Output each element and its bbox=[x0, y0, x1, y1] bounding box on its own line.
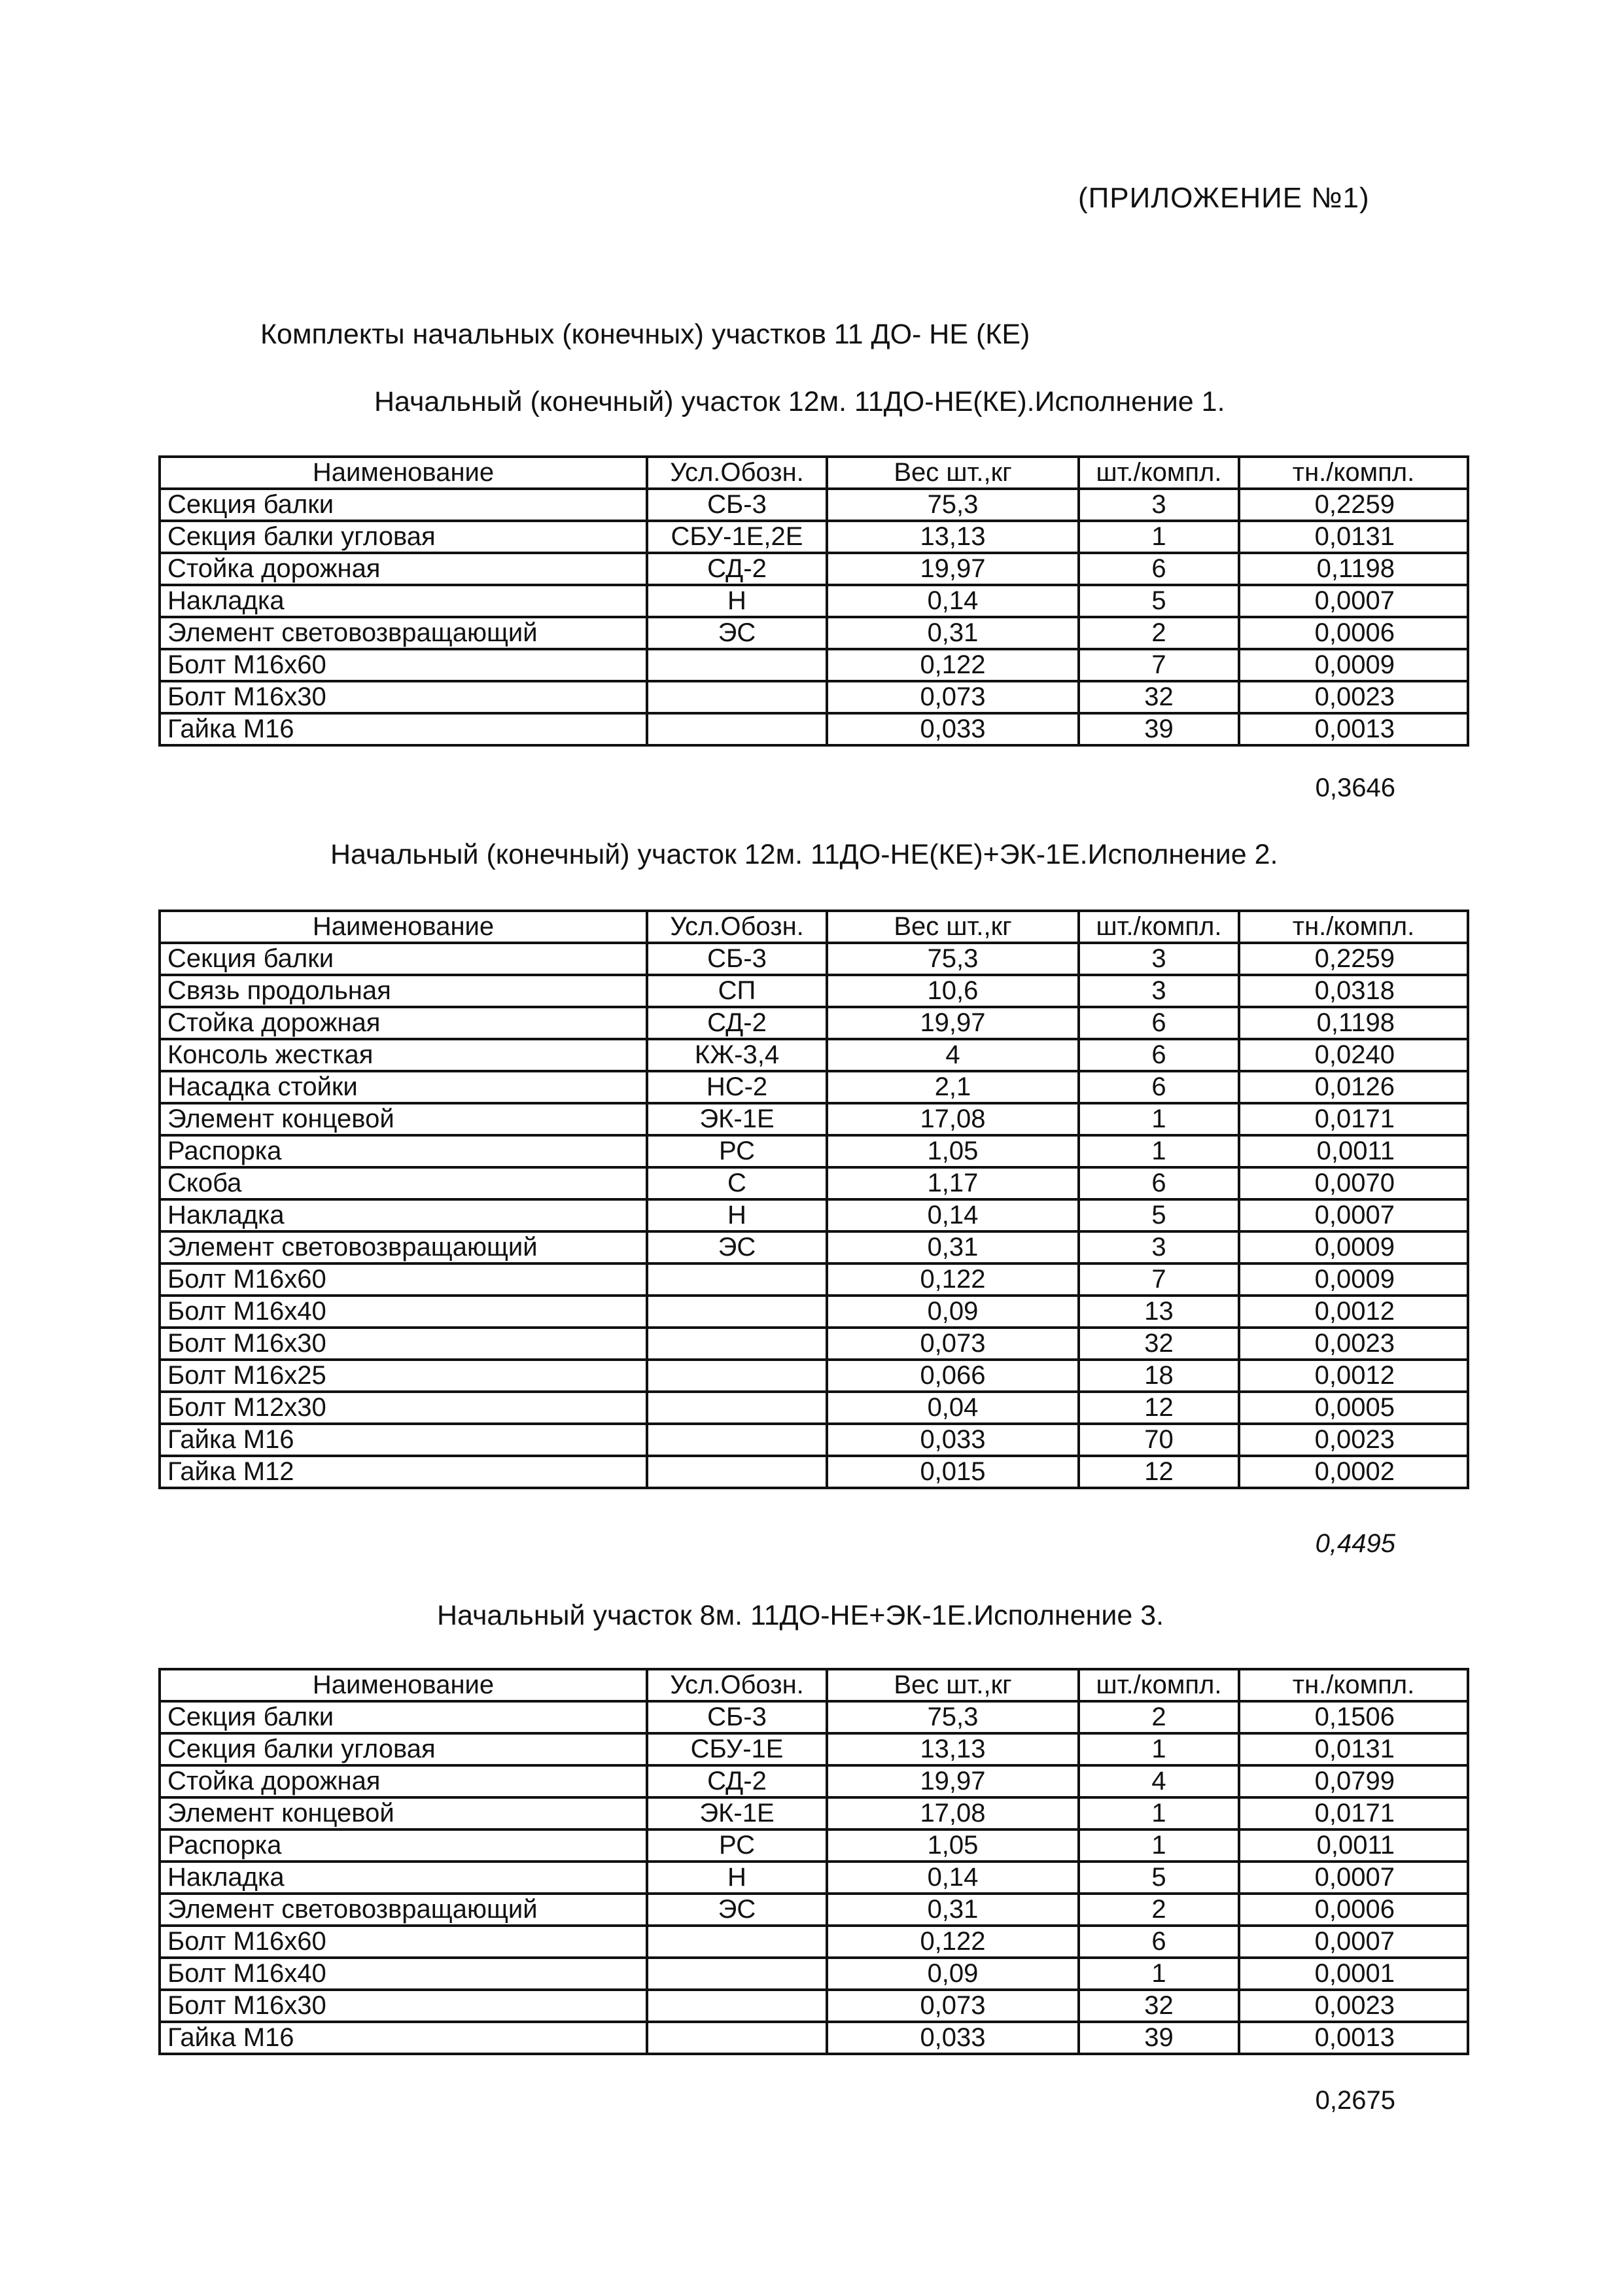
table-row bbox=[160, 943, 1468, 975]
cell-weight: 0,04 bbox=[827, 1392, 1079, 1424]
cell-name: Болт М16х30 bbox=[160, 1328, 647, 1360]
table-row bbox=[160, 553, 1468, 585]
cell-tons: 0,0126 bbox=[1239, 1071, 1468, 1103]
cell-code: С bbox=[647, 1167, 827, 1199]
cell-name: Накладка bbox=[160, 1862, 647, 1894]
cell-code: ЭС bbox=[647, 1231, 827, 1263]
cell-qty: 5 bbox=[1079, 1199, 1239, 1231]
cell-qty: 32 bbox=[1079, 1990, 1239, 2022]
header-tons: тн./компл. bbox=[1239, 457, 1468, 489]
cell-name: Болт М16х30 bbox=[160, 1990, 647, 2022]
header-qty: шт./компл. bbox=[1079, 1669, 1239, 1701]
cell-qty: 3 bbox=[1079, 489, 1239, 521]
cell-tons: 0,0009 bbox=[1239, 1263, 1468, 1296]
cell-tons: 0,0318 bbox=[1239, 975, 1468, 1007]
table-row bbox=[160, 681, 1468, 713]
table-row bbox=[160, 1135, 1468, 1167]
cell-code: Н bbox=[647, 585, 827, 617]
cell-qty: 1 bbox=[1079, 1135, 1239, 1167]
cell-code bbox=[647, 1328, 827, 1360]
cell-name: Элемент концевой bbox=[160, 1103, 647, 1135]
cell-weight: 0,015 bbox=[827, 1456, 1079, 1488]
cell-code: Н bbox=[647, 1199, 827, 1231]
cell-tons: 0,0011 bbox=[1239, 1135, 1468, 1167]
cell-tons: 0,0001 bbox=[1239, 1958, 1468, 1990]
cell-qty: 1 bbox=[1079, 1733, 1239, 1765]
cell-weight: 0,073 bbox=[827, 681, 1079, 713]
table-row bbox=[160, 1456, 1468, 1488]
cell-weight: 13,13 bbox=[827, 521, 1079, 553]
cell-code: СБУ-1Е,2Е bbox=[647, 521, 827, 553]
cell-weight: 17,08 bbox=[827, 1103, 1079, 1135]
header-weight: Вес шт.,кг bbox=[827, 1669, 1079, 1701]
cell-qty: 6 bbox=[1079, 1007, 1239, 1039]
cell-qty: 2 bbox=[1079, 1701, 1239, 1733]
cell-code: ЭС bbox=[647, 1894, 827, 1926]
cell-qty: 12 bbox=[1079, 1392, 1239, 1424]
cell-weight: 75,3 bbox=[827, 943, 1079, 975]
cell-name: Секция балки угловая bbox=[160, 1733, 647, 1765]
table-row bbox=[160, 1958, 1468, 1990]
cell-tons: 0,0023 bbox=[1239, 681, 1468, 713]
cell-name: Насадка стойки bbox=[160, 1071, 647, 1103]
cell-weight: 1,05 bbox=[827, 1135, 1079, 1167]
cell-name: Болт М12х30 bbox=[160, 1392, 647, 1424]
cell-weight: 19,97 bbox=[827, 1765, 1079, 1797]
cell-qty: 2 bbox=[1079, 1894, 1239, 1926]
cell-code bbox=[647, 649, 827, 681]
cell-name: Элемент световозвращающий bbox=[160, 1894, 647, 1926]
cell-code bbox=[647, 1424, 827, 1456]
cell-weight: 0,09 bbox=[827, 1296, 1079, 1328]
table-header-row bbox=[160, 911, 1468, 943]
section-1-title: Начальный (конечный) участок 12м. 11ДО-НЕ(КЕ).Исполнение 1. bbox=[374, 386, 1225, 417]
cell-qty: 1 bbox=[1079, 1103, 1239, 1135]
cell-tons: 0,0012 bbox=[1239, 1360, 1468, 1392]
section-1-table bbox=[158, 455, 1469, 747]
cell-tons: 0,1198 bbox=[1239, 1007, 1468, 1039]
cell-name: Скоба bbox=[160, 1167, 647, 1199]
cell-weight: 0,14 bbox=[827, 585, 1079, 617]
cell-tons: 0,0007 bbox=[1239, 585, 1468, 617]
cell-name: Болт М16х60 bbox=[160, 1263, 647, 1296]
cell-tons: 0,0013 bbox=[1239, 2022, 1468, 2054]
cell-weight: 0,122 bbox=[827, 649, 1079, 681]
cell-name: Гайка М16 bbox=[160, 713, 647, 745]
cell-tons: 0,0011 bbox=[1239, 1829, 1468, 1862]
table-row bbox=[160, 1167, 1468, 1199]
cell-name: Секция балки bbox=[160, 489, 647, 521]
cell-weight: 17,08 bbox=[827, 1797, 1079, 1829]
cell-weight: 0,122 bbox=[827, 1926, 1079, 1958]
cell-weight: 0,066 bbox=[827, 1360, 1079, 1392]
table-row bbox=[160, 1360, 1468, 1392]
cell-name: Болт М16х40 bbox=[160, 1296, 647, 1328]
cell-code: СП bbox=[647, 975, 827, 1007]
cell-name: Болт М16х25 bbox=[160, 1360, 647, 1392]
table-row bbox=[160, 649, 1468, 681]
cell-tons: 0,0005 bbox=[1239, 1392, 1468, 1424]
cell-qty: 5 bbox=[1079, 585, 1239, 617]
header-name: Наименование bbox=[160, 911, 647, 943]
table-row bbox=[160, 1797, 1468, 1829]
table-row bbox=[160, 1039, 1468, 1071]
cell-weight: 1,17 bbox=[827, 1167, 1079, 1199]
cell-code: СД-2 bbox=[647, 1007, 827, 1039]
cell-code: СБУ-1Е bbox=[647, 1733, 827, 1765]
cell-code bbox=[647, 1263, 827, 1296]
cell-weight: 19,97 bbox=[827, 1007, 1079, 1039]
section-3-table bbox=[158, 1668, 1469, 2055]
table-row bbox=[160, 1990, 1468, 2022]
cell-name: Элемент концевой bbox=[160, 1797, 647, 1829]
cell-name: Секция балки bbox=[160, 943, 647, 975]
table-row bbox=[160, 1071, 1468, 1103]
cell-qty: 18 bbox=[1079, 1360, 1239, 1392]
cell-name: Связь продольная bbox=[160, 975, 647, 1007]
cell-qty: 3 bbox=[1079, 1231, 1239, 1263]
cell-qty: 5 bbox=[1079, 1862, 1239, 1894]
cell-tons: 0,2259 bbox=[1239, 943, 1468, 975]
cell-code: СБ-3 bbox=[647, 489, 827, 521]
table-row bbox=[160, 489, 1468, 521]
cell-tons: 0,0023 bbox=[1239, 1990, 1468, 2022]
cell-weight: 0,31 bbox=[827, 1894, 1079, 1926]
cell-qty: 1 bbox=[1079, 521, 1239, 553]
cell-code: ЭК-1Е bbox=[647, 1103, 827, 1135]
header-code: Усл.Обозн. bbox=[647, 457, 827, 489]
cell-qty: 6 bbox=[1079, 553, 1239, 585]
section-2-rows bbox=[160, 943, 1468, 1488]
cell-code: ЭС bbox=[647, 617, 827, 649]
cell-tons: 0,0006 bbox=[1239, 617, 1468, 649]
cell-qty: 4 bbox=[1079, 1765, 1239, 1797]
table-row bbox=[160, 1424, 1468, 1456]
cell-weight: 0,122 bbox=[827, 1263, 1079, 1296]
table-header-row bbox=[160, 1669, 1468, 1701]
cell-qty: 32 bbox=[1079, 681, 1239, 713]
table-row bbox=[160, 1199, 1468, 1231]
cell-tons: 0,0799 bbox=[1239, 1765, 1468, 1797]
cell-weight: 0,14 bbox=[827, 1199, 1079, 1231]
cell-qty: 12 bbox=[1079, 1456, 1239, 1488]
cell-weight: 0,31 bbox=[827, 1231, 1079, 1263]
cell-code bbox=[647, 681, 827, 713]
table-row bbox=[160, 713, 1468, 745]
table-row bbox=[160, 1701, 1468, 1733]
cell-qty: 7 bbox=[1079, 1263, 1239, 1296]
cell-name: Болт М16х40 bbox=[160, 1958, 647, 1990]
section-1-rows bbox=[160, 489, 1468, 745]
table-row bbox=[160, 1894, 1468, 1926]
cell-tons: 0,0023 bbox=[1239, 1328, 1468, 1360]
cell-qty: 6 bbox=[1079, 1167, 1239, 1199]
cell-qty: 1 bbox=[1079, 1829, 1239, 1862]
cell-code: СД-2 bbox=[647, 553, 827, 585]
cell-tons: 0,1506 bbox=[1239, 1701, 1468, 1733]
cell-name: Секция балки угловая bbox=[160, 521, 647, 553]
cell-qty: 6 bbox=[1079, 1926, 1239, 1958]
cell-weight: 13,13 bbox=[827, 1733, 1079, 1765]
cell-code bbox=[647, 1990, 827, 2022]
cell-name: Секция балки bbox=[160, 1701, 647, 1733]
cell-code: Н bbox=[647, 1862, 827, 1894]
header-name: Наименование bbox=[160, 1669, 647, 1701]
header-weight: Вес шт.,кг bbox=[827, 911, 1079, 943]
cell-tons: 0,0012 bbox=[1239, 1296, 1468, 1328]
table-row bbox=[160, 1733, 1468, 1765]
cell-tons: 0,0009 bbox=[1239, 649, 1468, 681]
cell-name: Гайка М16 bbox=[160, 2022, 647, 2054]
table-row bbox=[160, 1007, 1468, 1039]
cell-code bbox=[647, 1958, 827, 1990]
table-row bbox=[160, 1328, 1468, 1360]
cell-tons: 0,0007 bbox=[1239, 1862, 1468, 1894]
header-weight: Вес шт.,кг bbox=[827, 457, 1079, 489]
cell-weight: 0,033 bbox=[827, 713, 1079, 745]
cell-weight: 75,3 bbox=[827, 1701, 1079, 1733]
cell-qty: 3 bbox=[1079, 943, 1239, 975]
cell-weight: 2,1 bbox=[827, 1071, 1079, 1103]
section-2-title: Начальный (конечный) участок 12м. 11ДО-НЕ(КЕ)+ЭК-1Е.Исполнение 2. bbox=[330, 839, 1278, 870]
cell-qty: 39 bbox=[1079, 2022, 1239, 2054]
cell-tons: 0,0023 bbox=[1239, 1424, 1468, 1456]
cell-qty: 1 bbox=[1079, 1797, 1239, 1829]
section-3-title: Начальный участок 8м. 11ДО-НЕ+ЭК-1Е.Исполнение 3. bbox=[437, 1600, 1164, 1631]
table-row bbox=[160, 585, 1468, 617]
cell-code: СБ-3 bbox=[647, 943, 827, 975]
cell-code bbox=[647, 713, 827, 745]
cell-weight: 0,073 bbox=[827, 1328, 1079, 1360]
cell-qty: 2 bbox=[1079, 617, 1239, 649]
table-row bbox=[160, 1296, 1468, 1328]
table-row bbox=[160, 975, 1468, 1007]
cell-code bbox=[647, 1296, 827, 1328]
table-row bbox=[160, 617, 1468, 649]
cell-name: Стойка дорожная bbox=[160, 553, 647, 585]
cell-qty: 6 bbox=[1079, 1071, 1239, 1103]
cell-tons: 0,0013 bbox=[1239, 713, 1468, 745]
table-row bbox=[160, 1926, 1468, 1958]
cell-weight: 0,31 bbox=[827, 617, 1079, 649]
section-3-rows bbox=[160, 1701, 1468, 2054]
cell-code bbox=[647, 1926, 827, 1958]
cell-weight: 19,97 bbox=[827, 553, 1079, 585]
cell-name: Стойка дорожная bbox=[160, 1007, 647, 1039]
table-row bbox=[160, 1231, 1468, 1263]
cell-qty: 39 bbox=[1079, 713, 1239, 745]
header-name: Наименование bbox=[160, 457, 647, 489]
cell-tons: 0,0131 bbox=[1239, 1733, 1468, 1765]
cell-tons: 0,2259 bbox=[1239, 489, 1468, 521]
cell-weight: 75,3 bbox=[827, 489, 1079, 521]
cell-tons: 0,0002 bbox=[1239, 1456, 1468, 1488]
cell-tons: 0,0007 bbox=[1239, 1926, 1468, 1958]
cell-code: СД-2 bbox=[647, 1765, 827, 1797]
cell-weight: 4 bbox=[827, 1039, 1079, 1071]
cell-code: НС-2 bbox=[647, 1071, 827, 1103]
cell-name: Накладка bbox=[160, 1199, 647, 1231]
cell-name: Накладка bbox=[160, 585, 647, 617]
cell-tons: 0,0070 bbox=[1239, 1167, 1468, 1199]
document-title: Комплекты начальных (конечных) участков 11 ДО- НЕ (КЕ) bbox=[260, 319, 1030, 350]
cell-code: КЖ-3,4 bbox=[647, 1039, 827, 1071]
cell-weight: 0,14 bbox=[827, 1862, 1079, 1894]
section-1-total: 0,3646 bbox=[1315, 773, 1395, 802]
section-3-total: 0,2675 bbox=[1315, 2086, 1395, 2115]
table-row bbox=[160, 1862, 1468, 1894]
cell-name: Распорка bbox=[160, 1135, 647, 1167]
cell-tons: 0,0007 bbox=[1239, 1199, 1468, 1231]
cell-tons: 0,0240 bbox=[1239, 1039, 1468, 1071]
header-code: Усл.Обозн. bbox=[647, 1669, 827, 1701]
table-row bbox=[160, 1392, 1468, 1424]
cell-tons: 0,1198 bbox=[1239, 553, 1468, 585]
cell-name: Стойка дорожная bbox=[160, 1765, 647, 1797]
cell-weight: 1,05 bbox=[827, 1829, 1079, 1862]
cell-tons: 0,0006 bbox=[1239, 1894, 1468, 1926]
cell-code bbox=[647, 1392, 827, 1424]
table-row bbox=[160, 1765, 1468, 1797]
cell-name: Консоль жесткая bbox=[160, 1039, 647, 1071]
section-2-table bbox=[158, 910, 1469, 1489]
cell-qty: 1 bbox=[1079, 1958, 1239, 1990]
table-row bbox=[160, 1263, 1468, 1296]
cell-weight: 0,09 bbox=[827, 1958, 1079, 1990]
cell-weight: 0,033 bbox=[827, 2022, 1079, 2054]
header-tons: тн./компл. bbox=[1239, 1669, 1468, 1701]
header-tons: тн./компл. bbox=[1239, 911, 1468, 943]
header-code: Усл.Обозн. bbox=[647, 911, 827, 943]
table-row bbox=[160, 521, 1468, 553]
cell-qty: 32 bbox=[1079, 1328, 1239, 1360]
cell-weight: 10,6 bbox=[827, 975, 1079, 1007]
table-row bbox=[160, 1829, 1468, 1862]
cell-tons: 0,0009 bbox=[1239, 1231, 1468, 1263]
cell-code: ЭК-1Е bbox=[647, 1797, 827, 1829]
cell-qty: 70 bbox=[1079, 1424, 1239, 1456]
header-qty: шт./компл. bbox=[1079, 911, 1239, 943]
cell-tons: 0,0171 bbox=[1239, 1103, 1468, 1135]
cell-weight: 0,033 bbox=[827, 1424, 1079, 1456]
cell-weight: 0,073 bbox=[827, 1990, 1079, 2022]
cell-name: Элемент световозвращающий bbox=[160, 1231, 647, 1263]
cell-name: Гайка М12 bbox=[160, 1456, 647, 1488]
cell-qty: 13 bbox=[1079, 1296, 1239, 1328]
header-qty: шт./компл. bbox=[1079, 457, 1239, 489]
table-row bbox=[160, 1103, 1468, 1135]
cell-tons: 0,0171 bbox=[1239, 1797, 1468, 1829]
cell-tons: 0,0131 bbox=[1239, 521, 1468, 553]
cell-name: Распорка bbox=[160, 1829, 647, 1862]
table-header-row bbox=[160, 457, 1468, 489]
section-2-total: 0,4495 bbox=[1315, 1529, 1395, 1558]
cell-code bbox=[647, 1456, 827, 1488]
cell-qty: 3 bbox=[1079, 975, 1239, 1007]
cell-name: Болт М16х60 bbox=[160, 649, 647, 681]
cell-name: Гайка М16 bbox=[160, 1424, 647, 1456]
cell-code bbox=[647, 1360, 827, 1392]
cell-code: РС bbox=[647, 1829, 827, 1862]
table-row bbox=[160, 2022, 1468, 2054]
cell-code bbox=[647, 2022, 827, 2054]
cell-name: Элемент световозвращающий bbox=[160, 617, 647, 649]
cell-code: РС bbox=[647, 1135, 827, 1167]
cell-name: Болт М16х30 bbox=[160, 681, 647, 713]
cell-code: СБ-3 bbox=[647, 1701, 827, 1733]
appendix-label: (ПРИЛОЖЕНИЕ №1) bbox=[1078, 182, 1370, 214]
cell-name: Болт М16х60 bbox=[160, 1926, 647, 1958]
cell-qty: 7 bbox=[1079, 649, 1239, 681]
cell-qty: 6 bbox=[1079, 1039, 1239, 1071]
